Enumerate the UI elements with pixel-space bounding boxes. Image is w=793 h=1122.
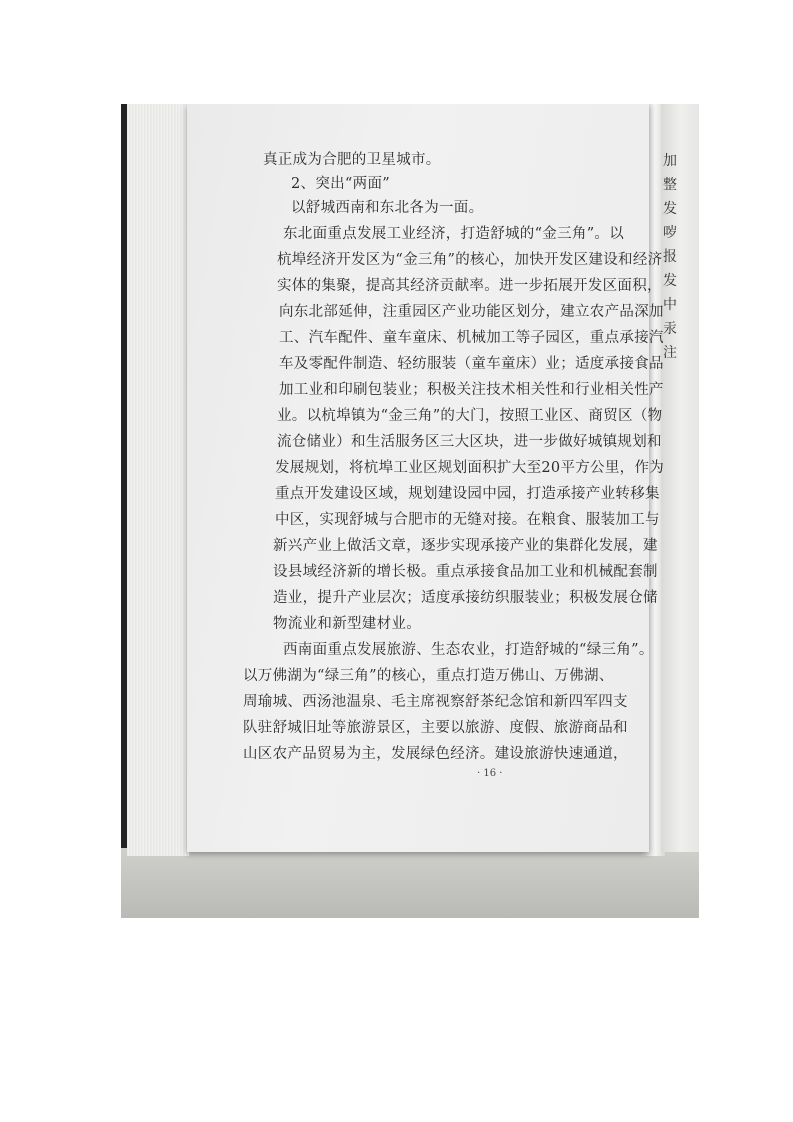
right-page (661, 104, 699, 852)
text-line: 东北面重点发展工业经济，打造舒城的“金三角”。以 (283, 226, 625, 242)
page-stack-edge (127, 104, 189, 856)
table-surface (121, 848, 699, 918)
text-line: 真正成为合肥的卫星城市。 (263, 152, 441, 168)
text-line: 设县域经济新的增长极。重点承接食品加工业和机械配套制 (273, 564, 658, 580)
text-line: 新兴产业上做活文章，逐步实现承接产业的集群化发展，建 (273, 538, 658, 554)
right-page-char: 中 (663, 297, 677, 313)
right-page-char: 整 (663, 177, 677, 193)
right-page-char: 发 (663, 273, 677, 289)
right-page-char: 汞 (663, 321, 677, 337)
text-line: 周瑜城、西汤池温泉、毛主席视察舒茶纪念馆和新四军四支 (243, 694, 628, 710)
text-line: 重点开发建设区域，规划建设园中园，打造承接产业转移集 (275, 486, 660, 502)
page-number: · 16 · (477, 768, 503, 779)
text-line: 向东北部延伸，注重园区产业功能区划分，建立农产品深加 (279, 304, 664, 320)
text-line: 工、汽车配件、童车童床、机械加工等子园区，重点承接汽 (279, 330, 664, 346)
right-page-char: 加 (663, 153, 677, 169)
text-line: 西南面重点发展旅游、生态农业，打造舒城的“绿三角”。 (283, 642, 654, 658)
text-line: 业。以杭埠镇为“金三角”的大门，按照工业区、商贸区（物 (277, 408, 663, 424)
text-line: 以万佛湖为“绿三角”的核心，重点打造万佛山、万佛湖、 (243, 668, 614, 684)
text-line: 流仓储业）和生活服务区三大区块，进一步做好城镇规划和 (277, 434, 662, 450)
text-line: 杭埠经济开发区为“金三角”的核心，加快开发区建设和经济 (277, 252, 663, 268)
right-page-char: 注 (663, 345, 677, 361)
text-line: 车及零配件制造、轻纺服装（童车童床）业；适度承接食品 (279, 356, 664, 372)
right-page-char: 报 (663, 249, 677, 265)
right-page-char: 发 (663, 201, 677, 217)
document-page (187, 104, 665, 852)
text-line: 以舒城西南和东北各为一面。 (291, 200, 484, 216)
text-line: 物流业和新型建材业。 (273, 616, 421, 632)
right-page-char: 哕 (663, 225, 677, 241)
text-line: 山区农产品贸易为主，发展绿色经济。建设旅游快速通道， (243, 746, 628, 762)
text-line: 中区，实现舒城与合肥市的无缝对接。在粮食、服装加工与 (275, 512, 660, 528)
text-line: 实体的集聚，提高其经济贡献率。进一步拓展开发区面积， (277, 278, 662, 294)
text-line: 造业，提升产业层次；适度承接纺织服装业；积极发展仓储 (273, 590, 658, 606)
book-photo (121, 104, 699, 918)
text-line: 队驻舒城旧址等旅游景区，主要以旅游、度假、旅游商品和 (243, 720, 628, 736)
text-line: 发展规划，将杭埠工业区规划面积扩大至20平方公里，作为 (275, 460, 665, 476)
text-line: 加工业和印刷包装业；积极关注技术相关性和行业相关性产 (279, 382, 664, 398)
section-heading: 2、突出“两面” (291, 176, 390, 192)
